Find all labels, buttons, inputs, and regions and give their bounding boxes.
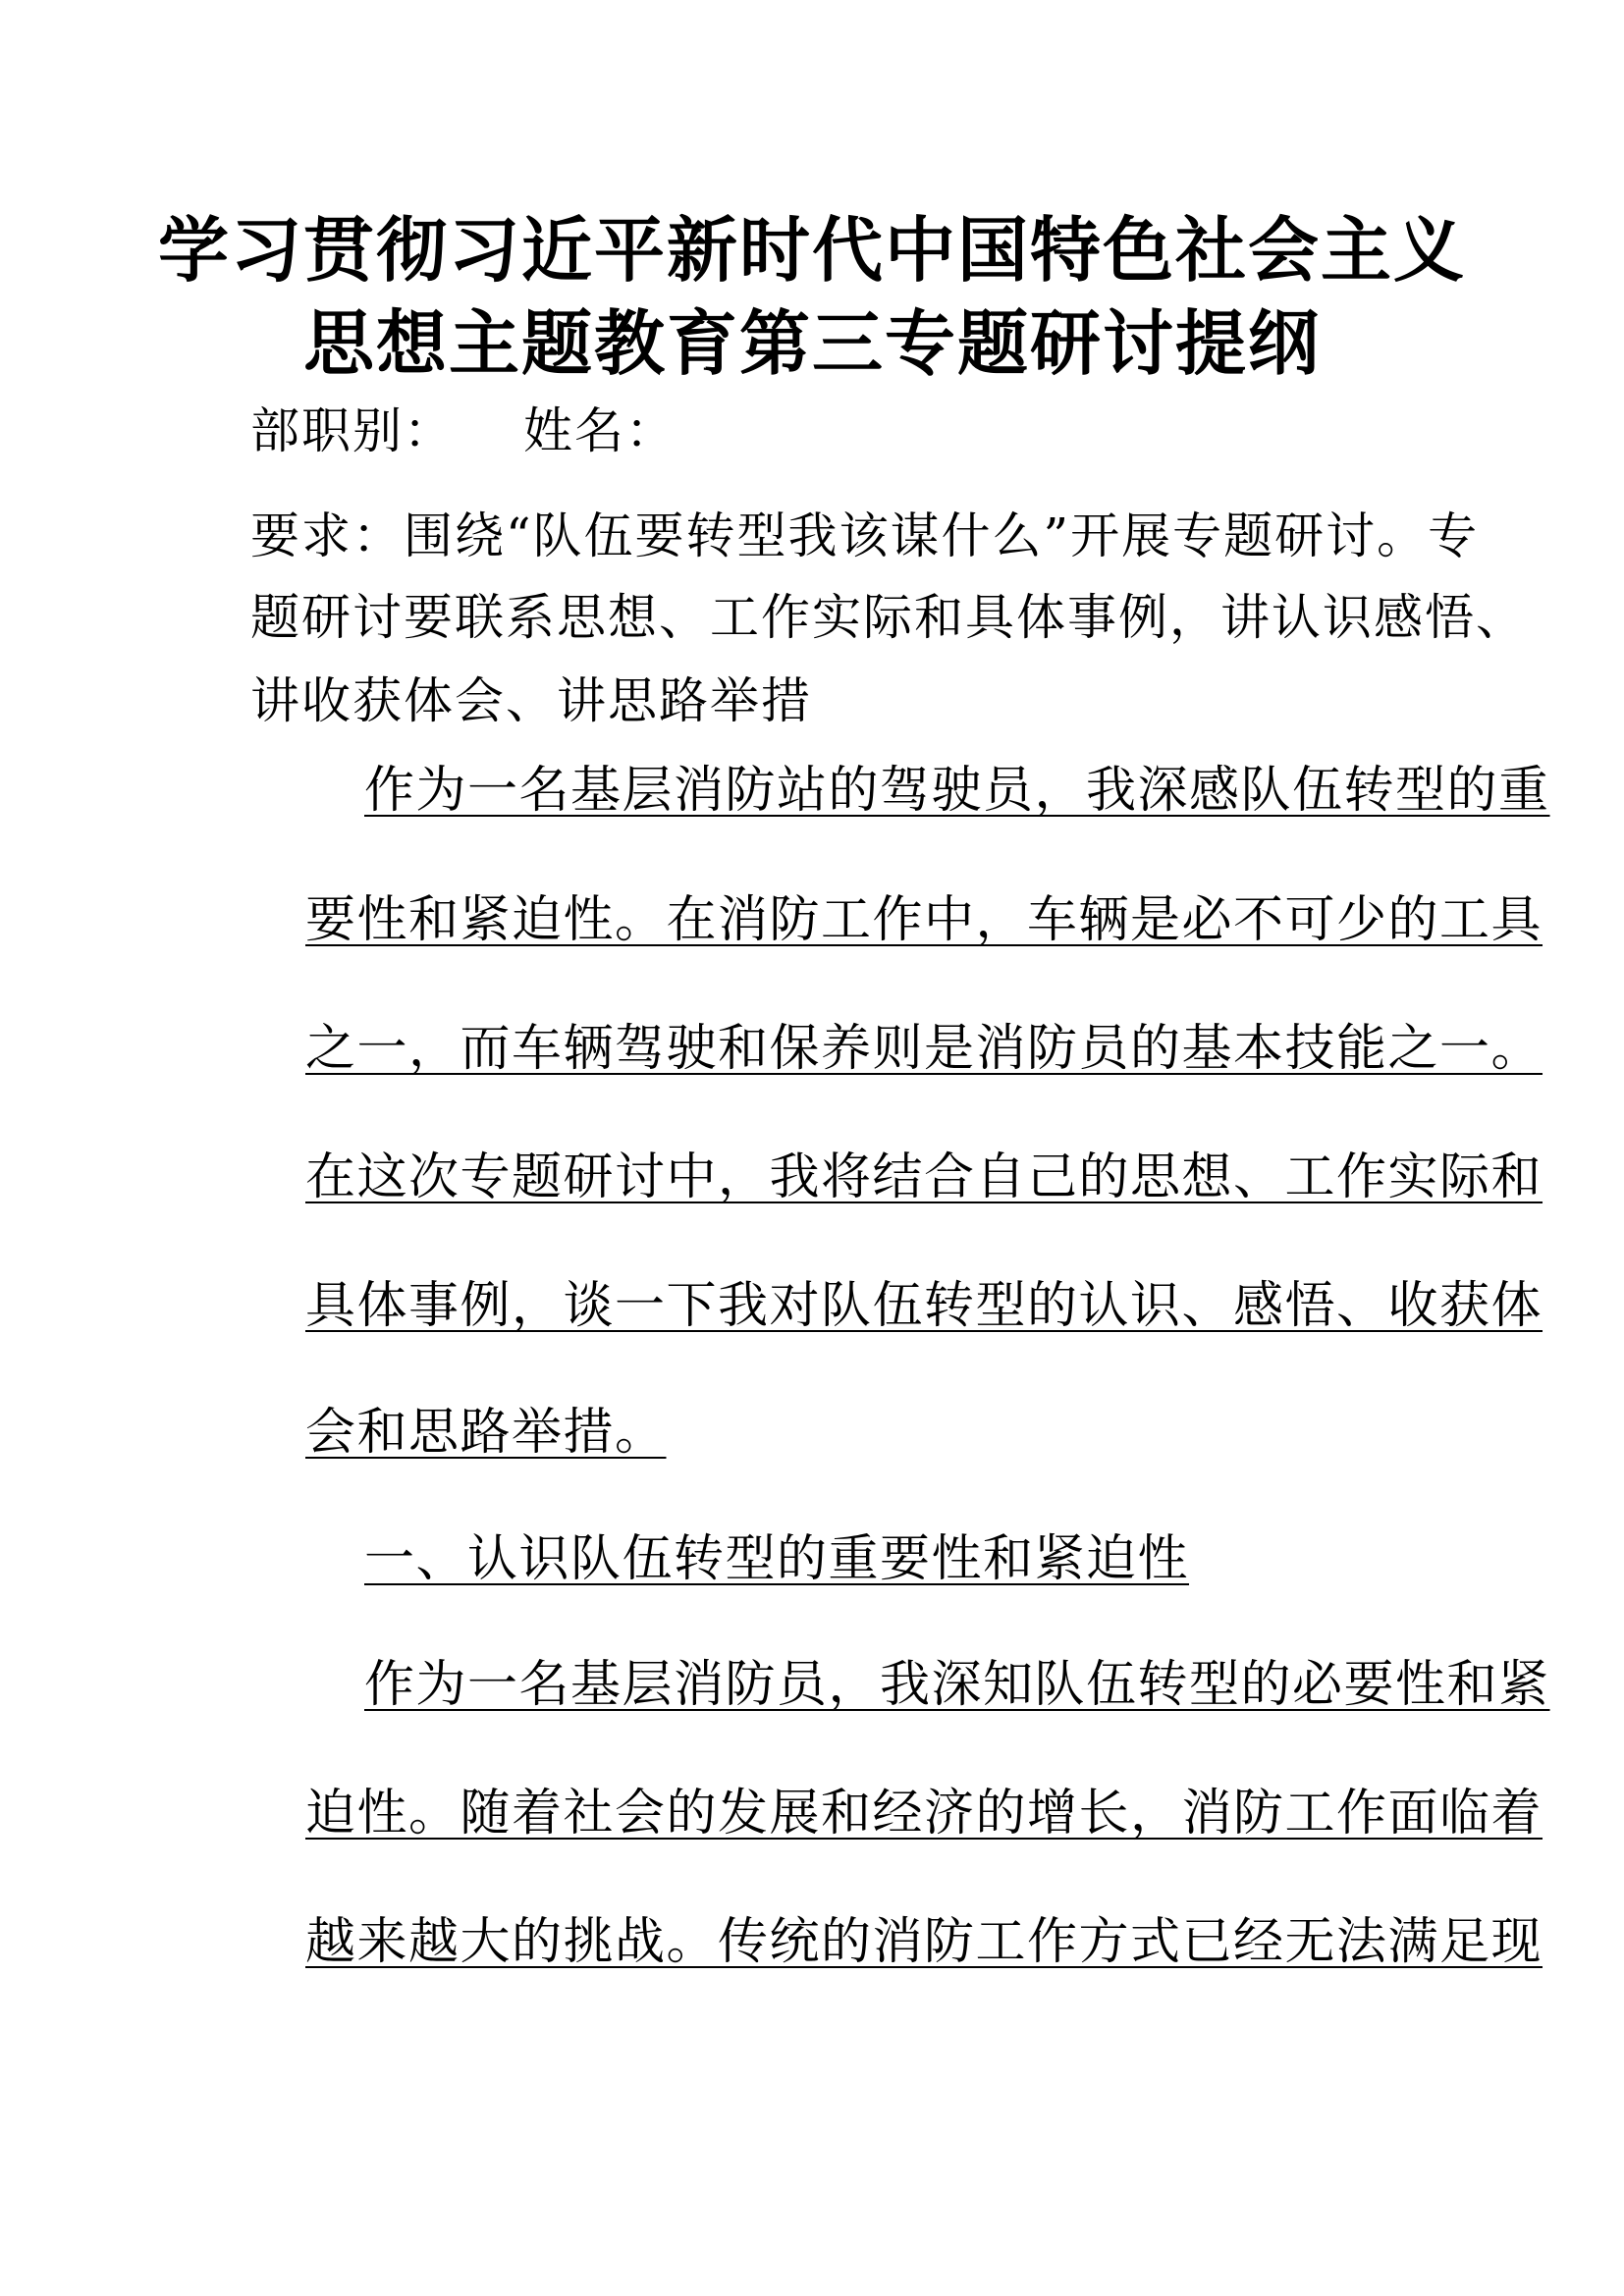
- intro-paragraph-line: 会和思路举措。: [305, 1404, 667, 1462]
- requirement-line: 讲收获体会、讲思路举措: [250, 672, 812, 729]
- document-title-line-2: 思想主题教育第三专题研讨提纲: [302, 301, 1321, 385]
- meta-line: [250, 401, 677, 460]
- name-label: 姓名：: [523, 402, 677, 459]
- section-1-heading: 一、认识队伍转型的重要性和紧迫性: [364, 1530, 1190, 1588]
- intro-paragraph-line: 在这次专题研讨中，我将结合自己的思想、工作实际和: [305, 1148, 1543, 1206]
- section-1-line: 越来越大的挑战。传统的消防工作方式已经无法满足现: [305, 1913, 1543, 1971]
- underline-fill: [667, 1404, 902, 1463]
- requirement-line: 题研讨要联系思想、工作实际和具体事例，讲认识感悟、: [250, 589, 1527, 646]
- intro-paragraph-line: 具体事例，谈一下我对队伍转型的认识、感悟、收获体: [305, 1277, 1543, 1335]
- dept-label: 部职别：: [250, 402, 455, 459]
- section-1-line: 迫性。随着社会的发展和经济的增长，消防工作面临着: [305, 1785, 1543, 1842]
- intro-paragraph-line: 作为一名基层消防站的驾驶员，我深感队伍转型的重: [364, 762, 1550, 820]
- intro-paragraph-line: 之一，而车辆驾驶和保养则是消防员的基本技能之一。: [305, 1020, 1543, 1078]
- section-1-line: 作为一名基层消防员，我深知队伍转型的必要性和紧: [364, 1656, 1550, 1714]
- intro-paragraph-line: 要性和紧迫性。在消防工作中，车辆是必不可少的工具: [305, 891, 1543, 949]
- document-title-line-1: 学习贯彻习近平新时代中国特色社会主义: [157, 208, 1466, 292]
- requirement-line: 要求：围绕“队伍要转型我该谋什么”开展专题研讨。专: [250, 507, 1480, 564]
- intro-paragraph-last-line: [305, 1404, 902, 1463]
